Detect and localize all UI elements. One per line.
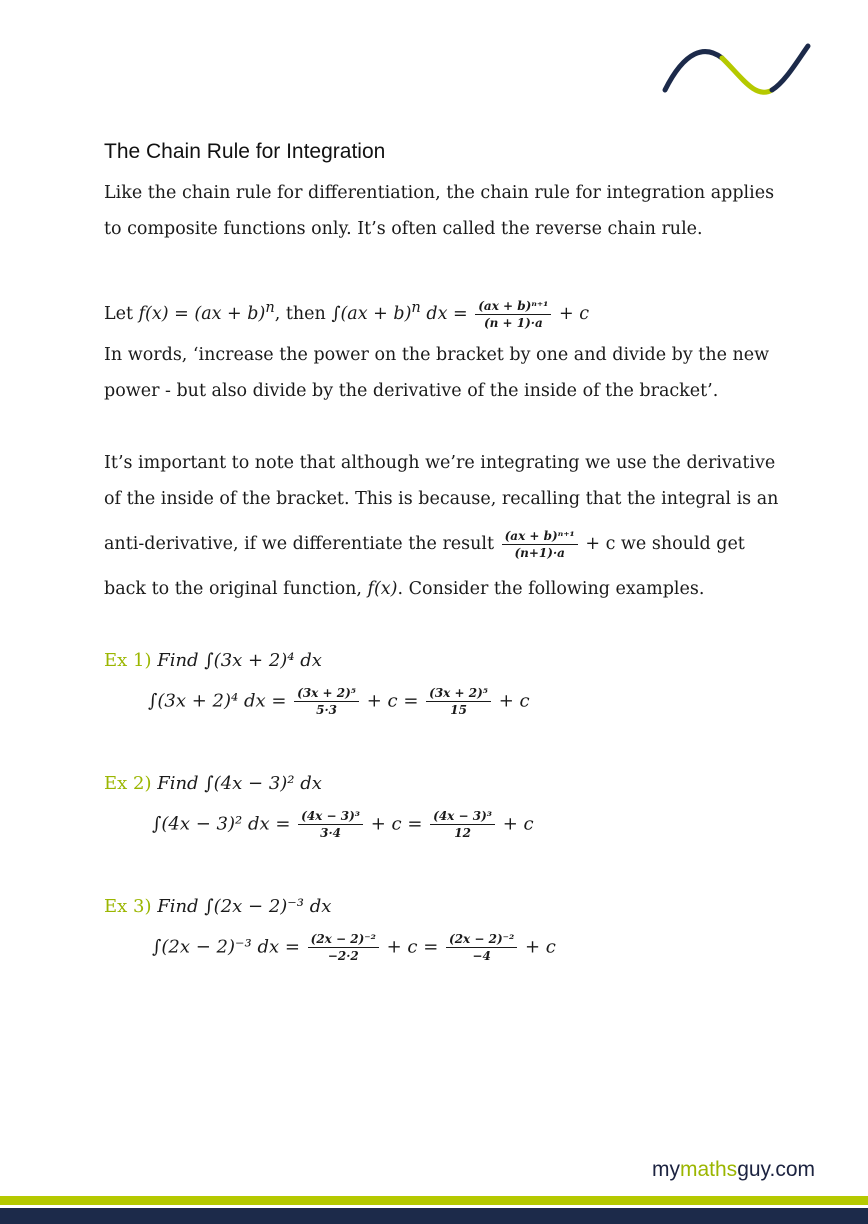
footer-brand-guy: guy.com <box>737 1158 815 1181</box>
rule-integral: ∫(ax + b) <box>331 303 412 324</box>
rule-statement <box>104 290 784 332</box>
example-3-fraction-1-numerator: (2x − 2)⁻² <box>308 932 379 948</box>
example-2-fraction-2-numerator: (4x − 3)³ <box>430 809 495 825</box>
example-2-solution <box>152 809 534 840</box>
example-1-find: Find ∫(3x + 2)⁴ dx <box>151 650 322 671</box>
example-1-solution <box>148 686 530 717</box>
example-2-heading <box>104 773 322 794</box>
example-1-label: Ex 1) <box>104 650 152 671</box>
footer-navy-band <box>0 1208 868 1224</box>
note-fraction-numerator: (ax + b)ⁿ⁺¹ <box>502 529 578 545</box>
example-1-fraction-2-numerator: (3x + 2)⁵ <box>426 686 491 702</box>
note-line-4-fx: f(x) <box>367 579 398 599</box>
example-3-find: Find ∫(2x − 2)⁻³ dx <box>151 896 332 917</box>
example-1-heading <box>104 650 322 671</box>
example-2-end: + c <box>497 813 534 835</box>
note-fraction-denominator: (n+1)·a <box>514 546 565 560</box>
rule-fraction-numerator: (ax + b)ⁿ⁺¹ <box>475 299 551 315</box>
example-1-mid: + c = <box>361 690 425 712</box>
example-3-solution <box>152 932 556 963</box>
note-line-4-pre: back to the original function, <box>104 579 368 599</box>
example-2-find: Find ∫(4x − 3)² dx <box>151 773 322 794</box>
example-3-fraction-1 <box>308 932 379 963</box>
intro-line-1: Like the chain rule for differentiation, the chain rule for integration applies <box>104 183 775 203</box>
rule-let: Let <box>104 303 139 324</box>
note-line-3 <box>104 517 784 571</box>
example-2-fraction-2-denominator: 12 <box>454 826 471 840</box>
example-3-label: Ex 3) <box>104 896 152 917</box>
words-line-2: power - but also divide by the derivative of the inside of the bracket’. <box>104 381 719 401</box>
example-3-fraction-2-denominator: −4 <box>472 949 491 963</box>
note-line-3-post: + c we should get <box>579 534 745 554</box>
example-1-fraction-2 <box>426 686 491 717</box>
example-3-fraction-2 <box>446 932 517 963</box>
example-1-end: + c <box>493 690 530 712</box>
page-title: The Chain Rule for Integration <box>104 140 386 163</box>
example-2-mid: + c = <box>365 813 429 835</box>
rule-integral-exponent: n <box>411 299 421 316</box>
footer-brand <box>652 1158 815 1182</box>
example-3-end: + c <box>519 936 556 958</box>
example-3-fraction-2-numerator: (2x − 2)⁻² <box>446 932 517 948</box>
rule-fraction <box>475 299 551 330</box>
logo-wave-icon <box>660 40 820 105</box>
example-3-lhs: ∫(2x − 2)⁻³ dx = <box>152 936 306 958</box>
example-1-fraction-2-denominator: 15 <box>450 703 467 717</box>
note-fraction <box>502 529 578 560</box>
rule-fx-exponent: n <box>265 299 275 316</box>
footer-green-band <box>0 1196 868 1205</box>
example-2-label: Ex 2) <box>104 773 152 794</box>
example-2-fraction-1-denominator: 3·4 <box>320 826 342 840</box>
words-paragraph <box>104 337 784 409</box>
example-2-fraction-1-numerator: (4x − 3)³ <box>298 809 363 825</box>
example-2-lhs: ∫(4x − 3)² dx = <box>152 813 297 835</box>
note-line-4 <box>104 571 784 607</box>
example-1-lhs: ∫(3x + 2)⁴ dx = <box>148 690 293 712</box>
example-1-fraction-1-numerator: (3x + 2)⁵ <box>294 686 359 702</box>
example-2-fraction-1 <box>298 809 363 840</box>
note-line-2: of the inside of the bracket. This is because, recalling that the integral is an <box>104 489 779 509</box>
example-3-fraction-1-denominator: −2·2 <box>327 949 359 963</box>
example-2-fraction-2 <box>430 809 495 840</box>
rule-dx-equals: dx = <box>420 303 474 324</box>
rule-fraction-denominator: (n + 1)·a <box>483 315 543 330</box>
example-1-fraction-1-denominator: 5·3 <box>316 703 338 717</box>
note-line-3-pre: anti-derivative, if we differentiate the result <box>104 534 500 554</box>
note-line-1: It’s important to note that although we’re integrating we use the derivative <box>104 453 776 473</box>
footer-brand-my: my <box>652 1158 680 1181</box>
footer-brand-maths: maths <box>680 1158 738 1181</box>
example-1-fraction-1 <box>294 686 359 717</box>
example-3-heading <box>104 896 331 917</box>
rule-plus-c: + c <box>553 303 590 324</box>
rule-fx: f(x) = (ax + b) <box>138 303 266 324</box>
rule-then: , then <box>274 303 332 324</box>
example-3-mid: + c = <box>380 936 445 958</box>
intro-line-2: to composite functions only. It’s often called the reverse chain rule. <box>104 219 703 239</box>
note-line-4-post: . Consider the following examples. <box>397 579 705 599</box>
intro-paragraph <box>104 175 784 247</box>
words-line-1: In words, ‘increase the power on the bracket by one and divide by the new <box>104 345 770 365</box>
note-paragraph <box>104 445 784 607</box>
